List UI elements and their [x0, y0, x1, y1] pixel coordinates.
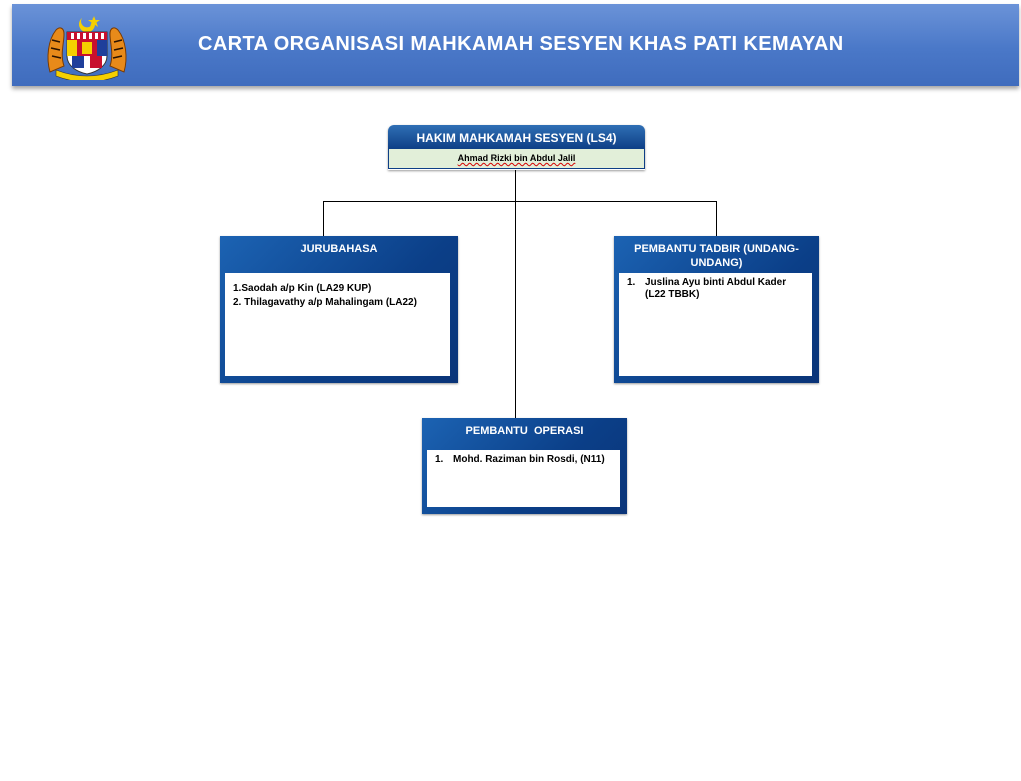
pembantu-tadbir-list [619, 273, 812, 376]
head-judge-title: HAKIM MAHKAMAH SESYEN (LS4) [388, 125, 645, 149]
connector-horizontal [323, 201, 717, 202]
jurubahasa-list [225, 273, 450, 376]
pembantu-operasi-title: PEMBANTU OPERASI [465, 425, 584, 437]
pembantu-operasi-list [427, 450, 620, 507]
list-item: 1.Saodah a/p Kin (LA29 KUP) [233, 283, 372, 294]
connector-left-drop [323, 201, 324, 237]
header-banner [12, 4, 1019, 86]
pembantu-tadbir-box [614, 236, 819, 383]
connector-vertical-main [515, 170, 516, 418]
list-item: 1. Mohd. Raziman bin Rosdi, (N11) [435, 454, 605, 465]
jurubahasa-title: JURUBAHASA [300, 243, 378, 255]
pembantu-operasi-box [422, 418, 627, 514]
list-item: 2. Thilagavathy a/p Mahalingam (LA22) [233, 297, 417, 308]
page-title: CARTA ORGANISASI MAHKAMAH SESYEN KHAS PATI KEMAYAN [198, 33, 844, 55]
head-judge-box [388, 125, 645, 170]
list-item: 1. Juslina Ayu binti Abdul Kader (L22 TBBK) [627, 277, 787, 300]
connector-right-drop [716, 201, 717, 237]
jurubahasa-box [220, 236, 458, 383]
head-judge-name: Ahmad Rizki bin Abdul Jalil [388, 149, 645, 169]
pembantu-tadbir-title: PEMBANTU TADBIR (UNDANG-UNDANG) [634, 243, 799, 269]
coat-of-arms-icon [42, 10, 132, 80]
